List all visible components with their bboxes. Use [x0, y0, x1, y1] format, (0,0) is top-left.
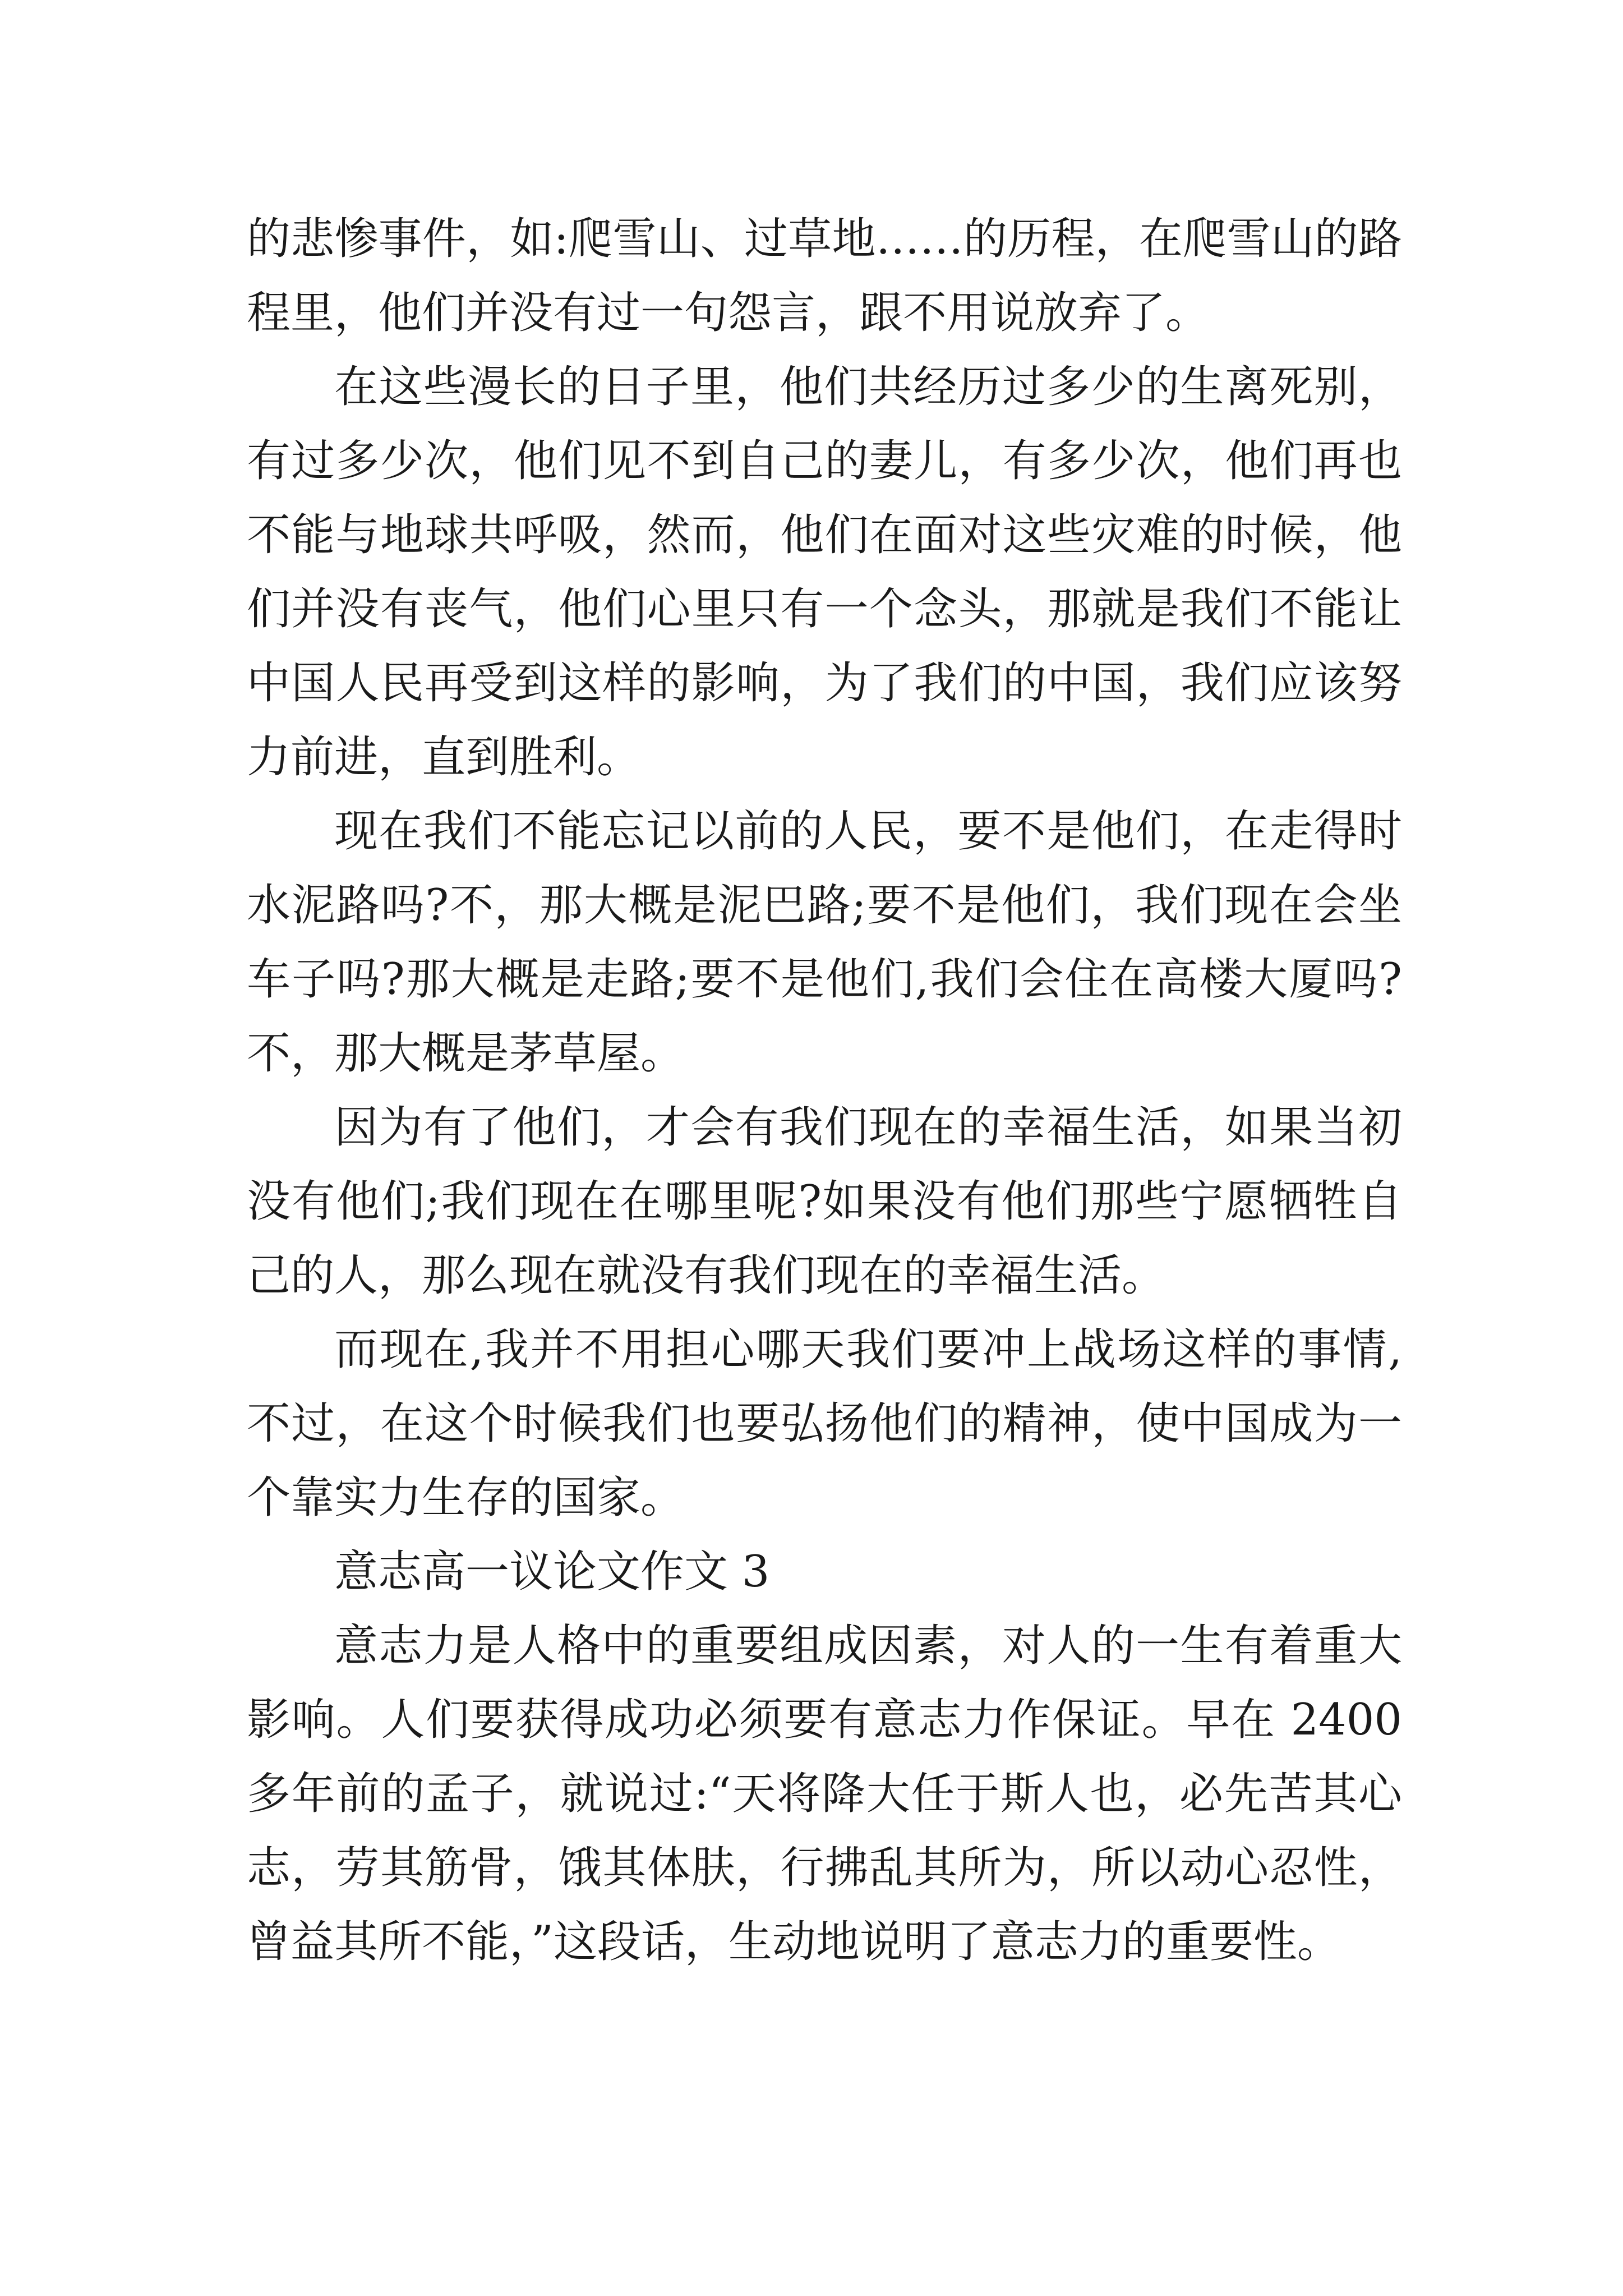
paragraph-1: 的悲惨事件，如:爬雪山、过草地……的历程，在爬雪山的路程里，他们并没有过一句怨言，跟不用说放弃了。	[247, 214, 1402, 338]
paragraph-6: 意志力是人格中的重要组成因素，对人的一生有着重大影响。人们要获得成功必须要有意志力作保证。早在 2400多年前的孟子，就说过:“天将降大任于斯人也，必先苦其心志，劳其筋骨，饿其体肤，行拂乱其所为，所以动心忍性，曾益其所不能，”这段话，生动地说明了意志力的重要性。	[247, 1621, 1402, 1967]
paragraph-2: 在这些漫长的日子里，他们共经历过多少的生离死别，有过多少次，他们见不到自己的妻儿，有多少次，他们再也不能与地球共呼吸，然而，他们在面对这些灾难的时候，他们并没有丧气，他们心里只有一个念头，那就是我们不能让中国人民再受到这样的影响，为了我们的中国，我们应该努力前进，直到胜利。	[247, 362, 1402, 783]
section-heading: 意志高一议论文作文 3	[334, 1547, 770, 1597]
paragraph-4: 因为有了他们，才会有我们现在的幸福生活，如果当初没有他们;我们现在在哪里呢?如果没有他们那些宁愿牺牲自己的人，那么现在就没有我们现在的幸福生活。	[247, 1102, 1402, 1301]
paragraph-5: 而现在,我并不用担心哪天我们要冲上战场这样的事情,不过，在这个时候我们也要弘扬他们的精神，使中国成为一个靠实力生存的国家。	[247, 1324, 1402, 1523]
paragraph-3: 现在我们不能忘记以前的人民，要不是他们，在走得时水泥路吗?不，那大概是泥巴路;要不是他们，我们现在会坐车子吗?那大概是走路;要不是他们,我们会住在高楼大厦吗?不，那大概是茅草屋。	[247, 806, 1402, 1079]
document-body	[247, 202, 1402, 1979]
